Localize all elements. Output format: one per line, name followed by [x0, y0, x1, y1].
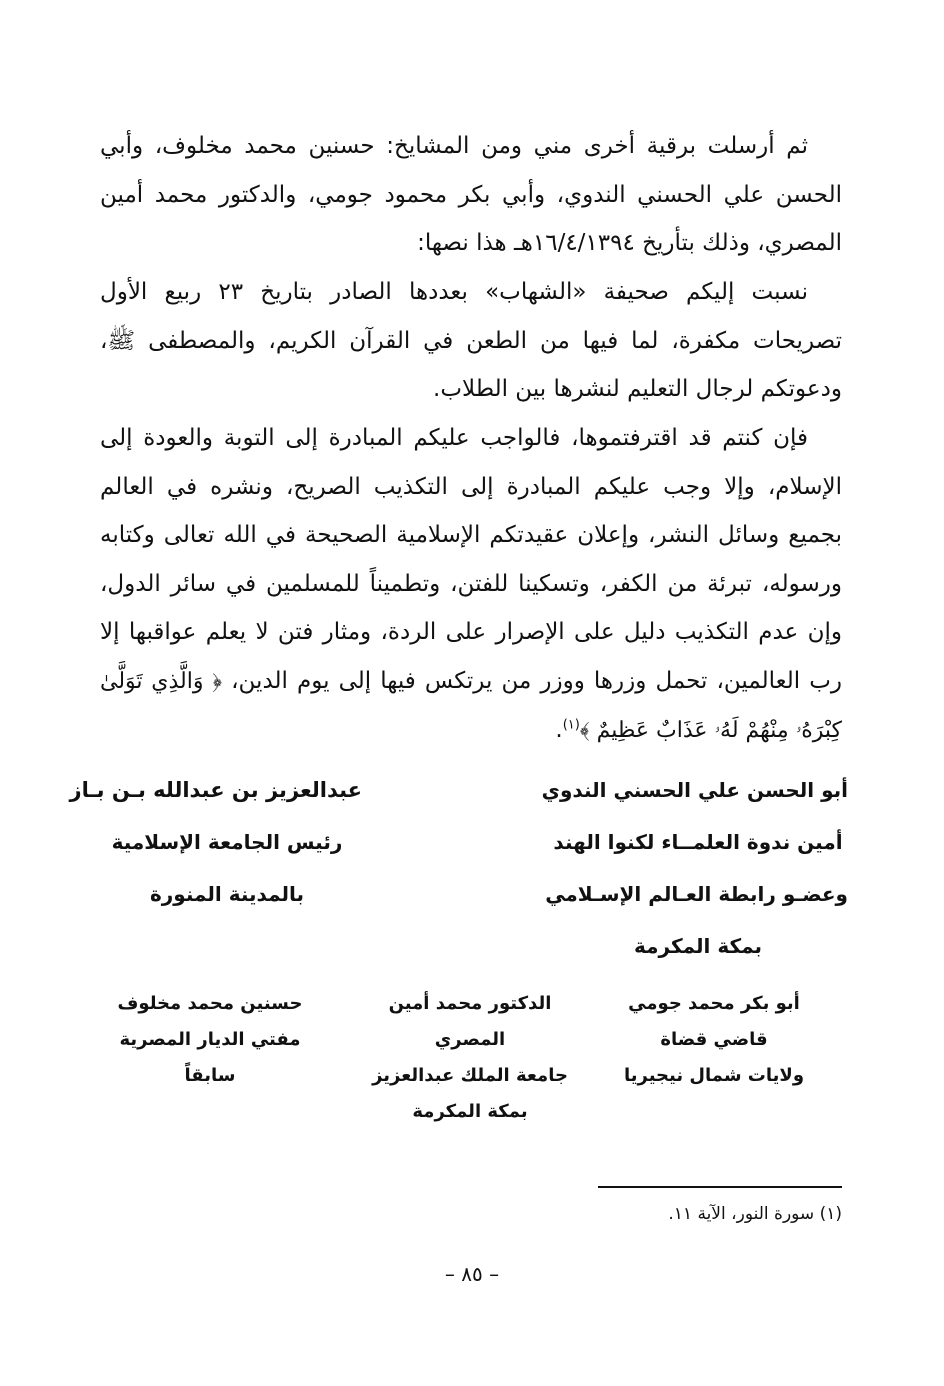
footnote: (١) سورة النور، الآية ١١. — [668, 1204, 842, 1224]
paragraph-telegram-text-1 — [100, 268, 842, 414]
signatory-title: جامعة الملك عبدالعزيز — [372, 1065, 568, 1086]
signatory-title: وعضـو رابطة العـالم الإسـلامي — [545, 882, 848, 906]
paragraph-text — [100, 414, 842, 756]
paragraph-text: نسبت إليكم صحيفة «الشهاب» بعددها الصادر بتاريخ ٢٣ ربيع الأول تصريحات مكفرة، لما فيها من الطعن في القرآن الكريم، والمصطفى ﷺ، ودعوتكم لرجال التعليم لنشرها بين الطلاب. — [100, 279, 842, 402]
signatory-location: بالمدينة المنورة — [149, 882, 305, 906]
signature-gumi — [614, 986, 814, 1094]
signatory-location: ولايات شمال نيجيريا — [623, 1065, 805, 1086]
signatory-location: بمكة المكرمة — [412, 1101, 528, 1122]
paragraph-text: ثم أرسلت برقية أخرى مني ومن المشايخ: حسنين محمد مخلوف، وأبي الحسن علي الحسني الندوي، وأبي بكر محمود جومي، والدكتور محمد أمين المصري، وذلك بتأريخ ١٦/٤/١٣٩٤هـ هذا نصها: — [100, 133, 842, 256]
signatory-name: الدكتور محمد أمين المصري — [388, 993, 552, 1050]
quran-verse: ﴿ وَالَّذِي تَوَلَّىٰ كِبْرَهُۥ مِنْهُمْ لَهُۥ عَذَابٌ عَظِيمٌ ﴾ — [100, 668, 842, 743]
footnote-divider — [598, 1186, 842, 1188]
signature-makhluf — [100, 986, 320, 1094]
signatory-name: أبو بكر محمد جومي — [628, 993, 800, 1014]
signatory-title: رئيس الجامعة الإسلامية — [111, 830, 343, 854]
signatory-location: بمكة المكرمة — [634, 934, 762, 958]
footnote-reference: (١) — [562, 717, 580, 733]
paragraph-telegram-intro — [100, 122, 842, 268]
signatory-title: أمين ندوة العلمــاء لكنوا الهند — [553, 830, 843, 854]
signature-nadwi — [541, 764, 848, 972]
paragraph-body: فإن كنتم قد اقترفتموها، فالواجب عليكم المبادرة إلى التوبة والعودة إلى الإسلام، وإلا وجب عليكم المبادرة إلى التكذيب الصريح، ونشره في العالم بجميع وسائل النشر، وإعلان عقيدتكم الإسلامية الصحيحة في الله تعالى وكتابه ورسوله، تبرئة من الكفر، وتسكينا للفتن، وتطميناً للمسلمين في سائر الدول، وإن عدم التكذيب دليل على الإصرار على الردة، ومثار فتن لا يعلم عواقبها إلا رب العالمين، تحمل وزرها ووزر من يرتكس فيها إلى يوم الدين، — [100, 425, 843, 694]
signatory-name: عبدالعزيز بن عبدالله بـن بـاز — [69, 778, 362, 802]
signatory-name: حسنين محمد مخلوف — [117, 993, 303, 1014]
signatory-name: أبو الحسن علي الحسني الندوي — [541, 778, 848, 802]
signatory-title: مفتي الديار المصرية سابقاً — [119, 1029, 301, 1086]
page-number: – ٨٥ – — [444, 1262, 500, 1286]
signatory-title: قاضي قضاة — [660, 1029, 768, 1050]
signature-masri — [355, 986, 585, 1130]
paragraph-telegram-text-2 — [100, 414, 842, 756]
sentence-end: . — [555, 717, 563, 743]
signature-ibn-baz — [69, 764, 362, 920]
